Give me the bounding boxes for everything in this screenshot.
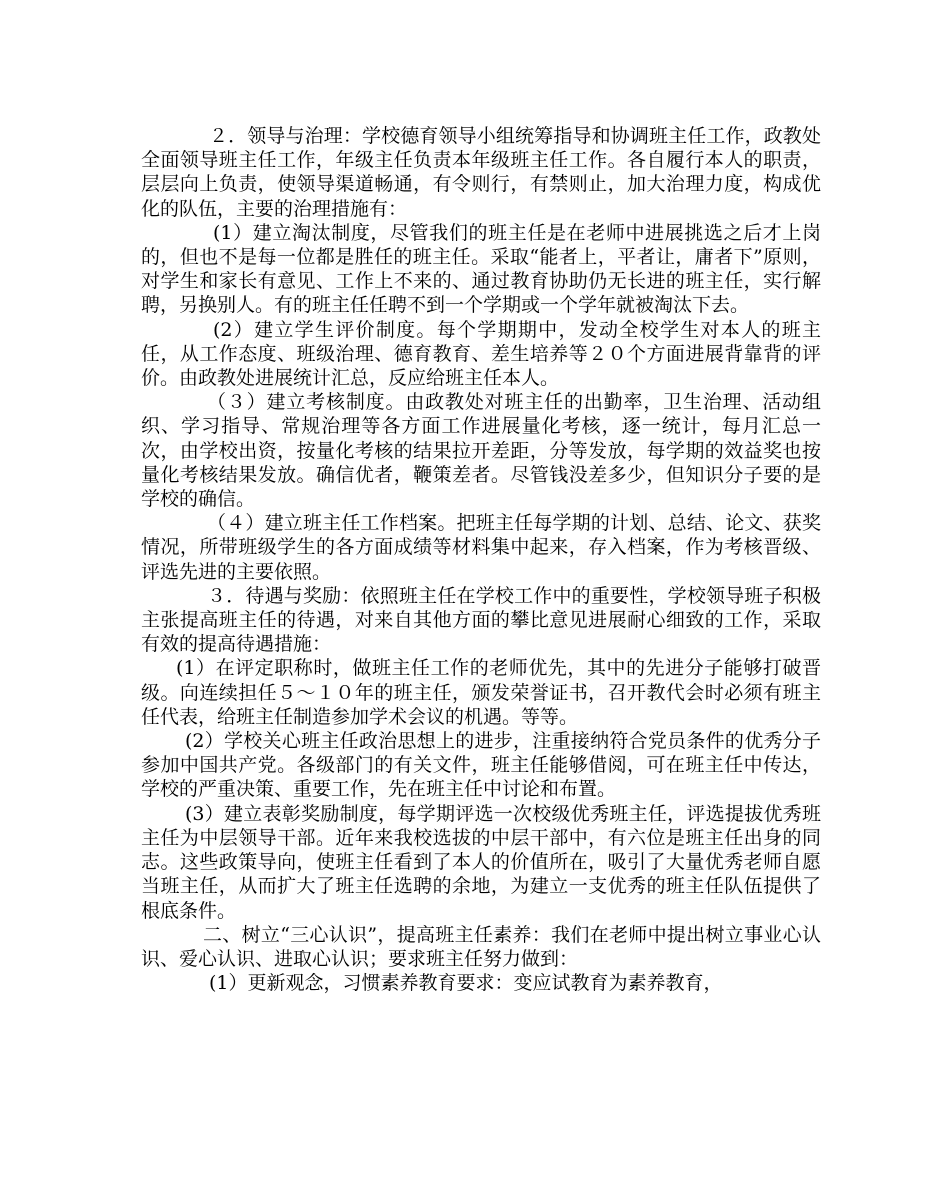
paragraph-elimination-system: (1）建立淘汰制度，尽管我们的班主任是在老师中进展挑选之后才上岗的，但也不是每一位都是胜任的班主任。采取“能者上，平者让，庸者下”原则，对学生和家长有意见、工作上不来的、通过教育协助仍无长进的班主任，实行解聘，另换别人。有的班主任任聘不到一个学期或一个学年就被淘汰下去。: [141, 221, 821, 317]
paragraph-commendation-system: (3）建立表彰奖励制度，每学期评选一次校级优秀班主任，评选提拔优秀班主任为中层领导干部。近年来我校选拔的中层干部中，有六位是班主任出身的同志。这些政策导向，使班主任看到了本人的价值所在，吸引了大量优秀老师自愿当班主任，从而扩大了班主任选聘的余地，为建立一支优秀的班主任队伍提供了根底条件。: [141, 802, 821, 922]
paragraph-student-evaluation: (2）建立学生评价制度。每个学期期中，发动全校学生对本人的班主任，从工作态度、班级治理、德育教育、差生培养等２０个方面进展背靠背的评价。由政教处进展统计汇总，反应给班主任本人。: [141, 318, 821, 390]
paragraph-assessment-system: （３）建立考核制度。由政教处对班主任的出勤率，卫生治理、活动组织、学习指导、常规治理等各方面工作进展量化考核，逐一统计，每月汇总一次，由学校出资，按量化考核的结果拉开差距，分等发放，每学期的效益奖也按量化考核结果发放。确信优者，鞭策差者。尽管钱没差多少，但知识分子要的是学校的确信。: [141, 391, 821, 511]
paragraph-three-hearts: 二、树立“三心认识”，提高班主任素养：我们在老师中提出树立事业心认识、爱心认识、进取心认识；要求班主任努力做到：: [141, 923, 821, 970]
paragraph-update-concepts: (1）更新观念，习惯素养教育要求：变应试教育为素养教育，: [209, 972, 723, 995]
paragraph-work-archive: （４）建立班主任工作档案。把班主任每学期的计划、总结、论文、获奖情况，所带班级学生的各方面成绩等材料集中起来，存入档案，作为考核晋级、评选先进的主要依照。: [141, 512, 821, 583]
document-body: [141, 124, 821, 995]
paragraph-title-evaluation: (1）在评定职称时，做班主任工作的老师优先，其中的先进分子能够打破晋级。向连续担任５～１０年的班主任，颁发荣誉证书，召开教代会时必须有班主任代表，给班主任制造参加学术会议的机遇。等等。: [141, 657, 821, 728]
paragraph-treatment-rewards: ３．待遇与奖励：依照班主任在学校工作中的重要性，学校领导班子积极主张提高班主任的待遇，对来自其他方面的攀比意见进展耐心细致的工作，采取有效的提高待遇措施：: [141, 584, 821, 656]
paragraph-political-progress: (2）学校关心班主任政治思想上的进步，注重接纳符合党员条件的优秀分子参加中国共产党。各级部门的有关文件，班主任能够借阅，可在班主任中传达，学校的严重决策、重要工作，先在班主任中讨论和布置。: [141, 730, 821, 801]
paragraph-leadership: ２．领导与治理：学校德育领导小组统筹指导和协调班主任工作，政教处全面领导班主任工作，年级主任负责本年级班主任工作。各自履行本人的职责，层层向上负责，使领导渠道畅通，有令则行，有禁则止，加大治理力度，构成优化的队伍，主要的治理措施有：: [141, 125, 821, 220]
